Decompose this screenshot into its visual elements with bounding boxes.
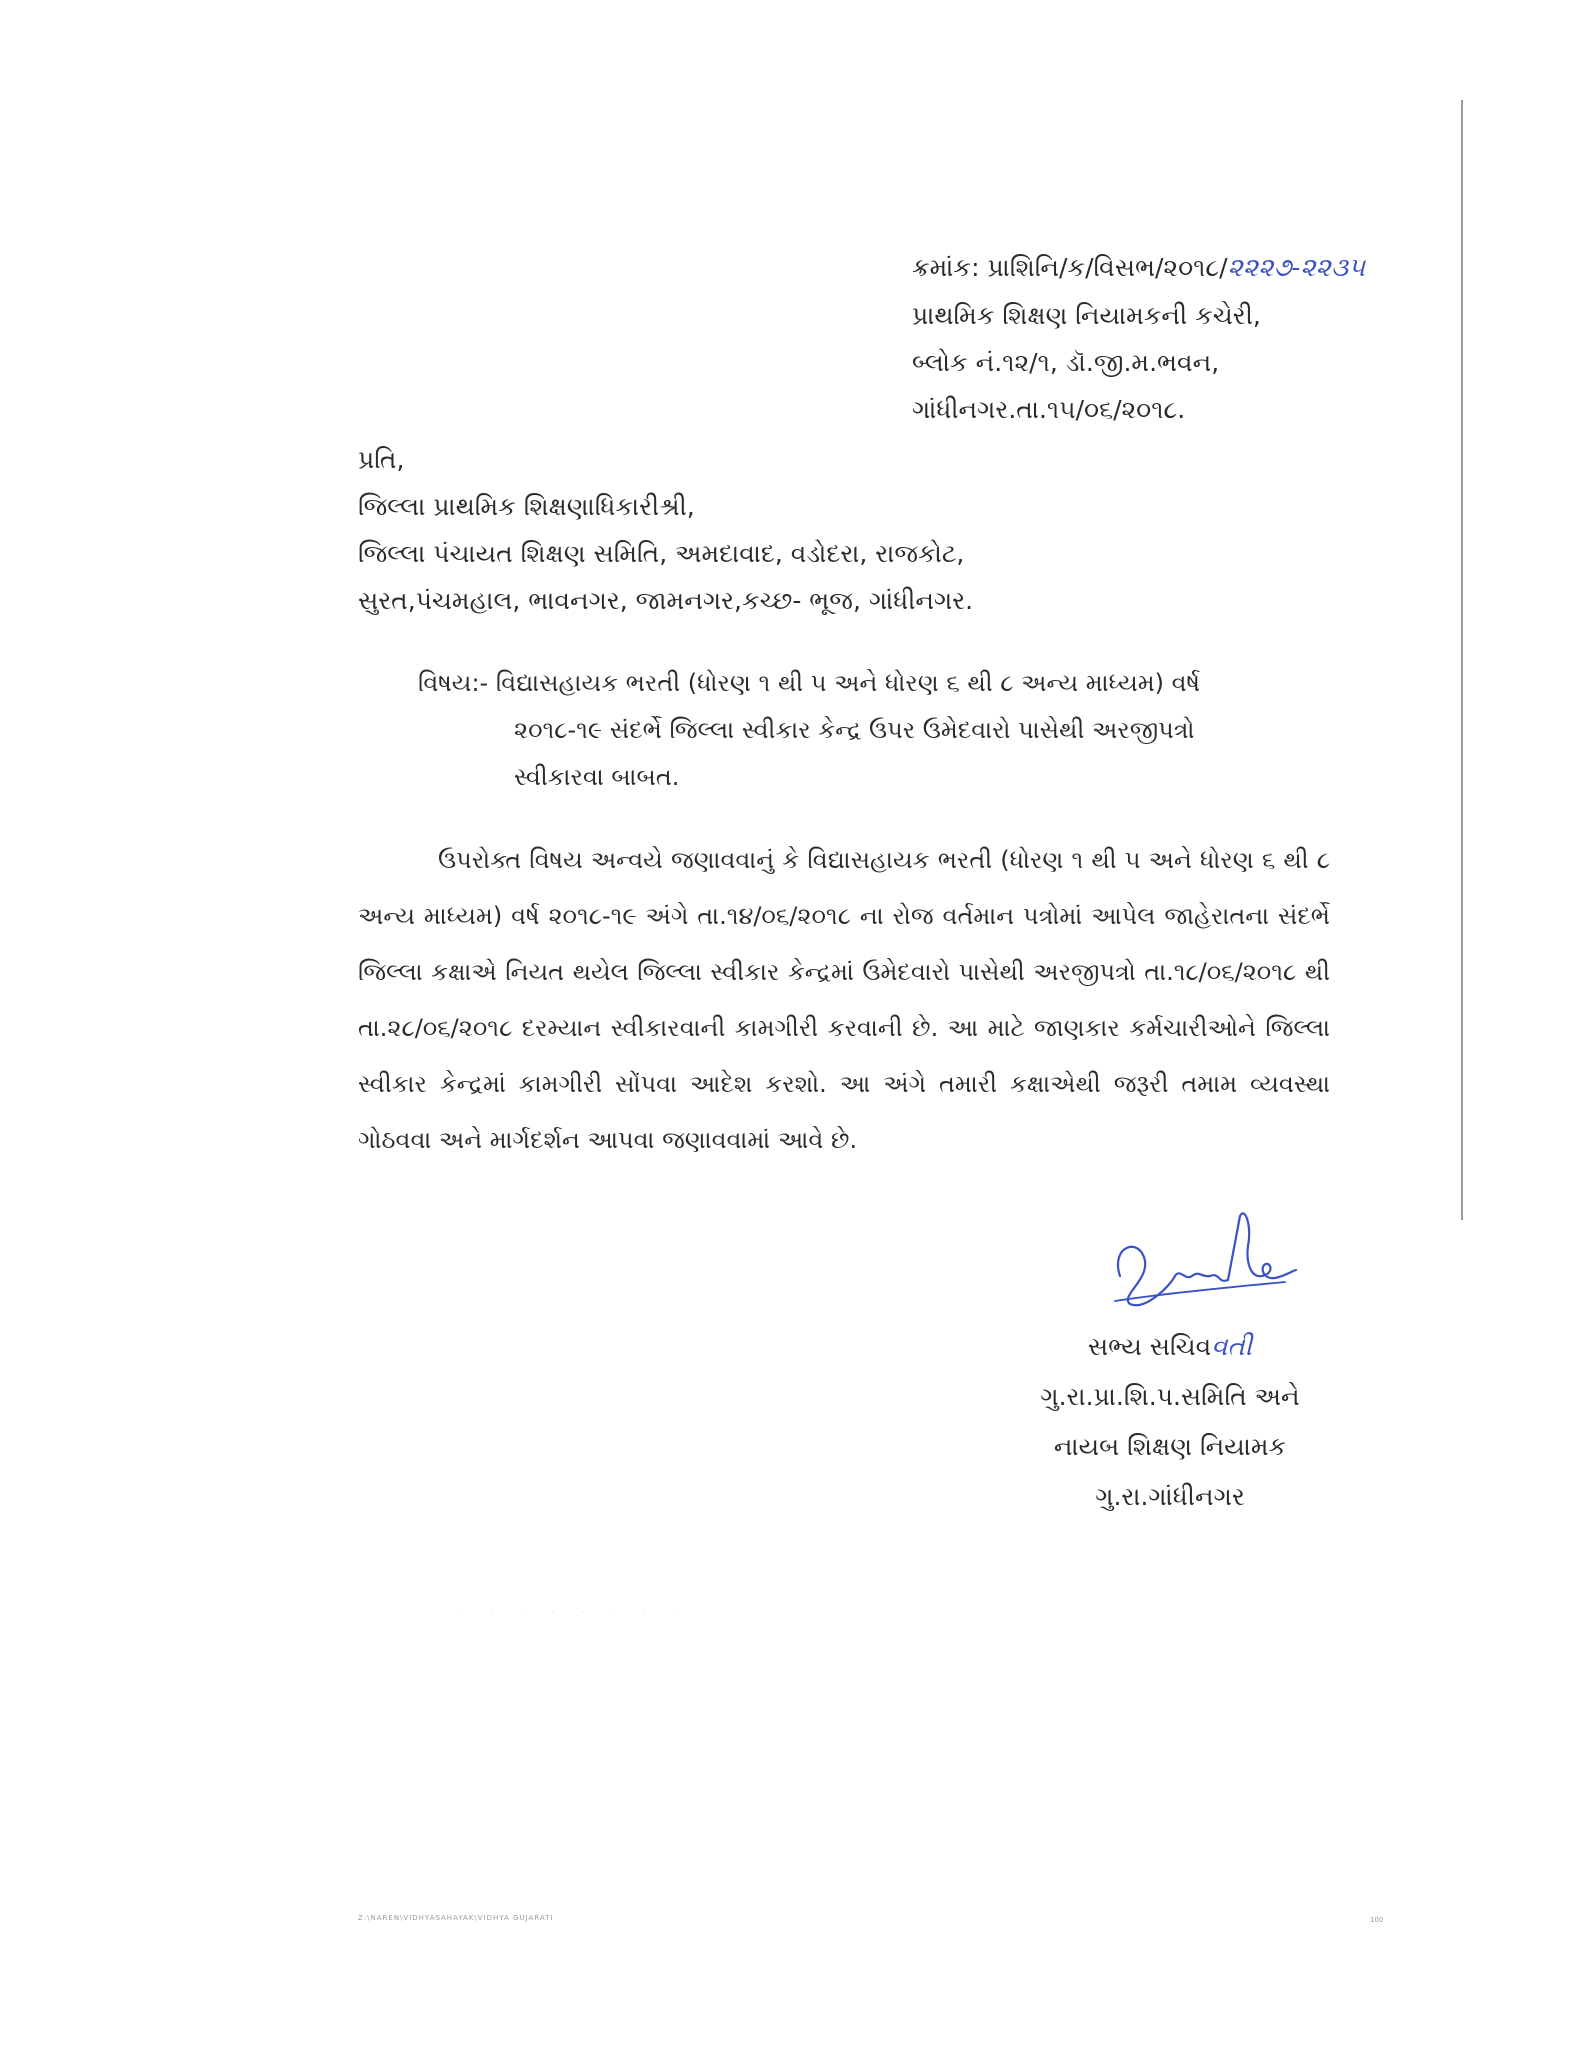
signatory-title-text: સભ્ય સચિવ bbox=[1087, 1332, 1212, 1361]
scan-artifact: · · · · · · · · bbox=[460, 1608, 688, 1619]
place-date: ગાંધીનગર.તા.૧૫/૦૬/૨૦૧૮. bbox=[912, 395, 1186, 424]
page-edge-rule bbox=[1461, 100, 1463, 1220]
subject-block bbox=[418, 660, 1330, 801]
footer-page-number: 100 bbox=[1370, 1916, 1384, 1924]
recipient-line-1: જિલ્લા પ્રાથમિક શિક્ષણાધિકારીશ્રી, bbox=[358, 492, 695, 521]
subject-line-2: ૨૦૧૮-૧૯ સંદર્ભે જિલ્લા સ્વીકાર કેન્દ્ર ઉપર ઉમેદવારો પાસેથી અરજીપત્રો bbox=[514, 716, 1195, 744]
footer-file-path: Z:\NAREN\VIDHYASAHAYAK\VIDHYA GUJARATI bbox=[358, 1914, 554, 1922]
letter-header bbox=[912, 244, 1432, 433]
signatory-title bbox=[990, 1322, 1350, 1372]
signatory-line-3: નાયબ શિક્ષણ નિયામક bbox=[1053, 1432, 1287, 1461]
recipient-to: પ્રતિ, bbox=[358, 445, 405, 474]
recipient-block bbox=[358, 436, 1358, 624]
signatory-block bbox=[990, 1322, 1350, 1522]
signatory-line-2: ગુ.રા.પ્રા.શિ.પ.સમિતિ અને bbox=[1040, 1382, 1300, 1411]
signatory-handwritten-suffix: વતી bbox=[1211, 1332, 1253, 1362]
recipient-line-3: સુરત,પંચમહાલ, ભાવનગર, જામનગર,કચ્છ- ભૂજ, ગાંધીનગર. bbox=[358, 586, 974, 615]
reference-number bbox=[912, 244, 1432, 292]
office-address: બ્લોક નં.૧૨/૧, ડૉ.જી.મ.ભવન, bbox=[912, 348, 1220, 377]
recipient-line-2: જિલ્લા પંચાયત શિક્ષણ સમિતિ, અમદાવાદ, વડોદરા, રાજકોટ, bbox=[358, 539, 965, 568]
subject-line-1: વિષય:- વિદ્યાસહાયક ભરતી (ધોરણ ૧ થી ૫ અને ધોરણ ૬ થી ૮ અન્ય માધ્યમ) વર્ષ bbox=[418, 669, 1201, 697]
handwritten-reference: ૨૨૨૭-૨૨૩૫ bbox=[1227, 253, 1366, 283]
signature-mark bbox=[1100, 1206, 1300, 1316]
office-name: પ્રાથમિક શિક્ષણ નિયામકની કચેરી, bbox=[912, 301, 1261, 330]
reference-prefix: ક્રમાંક: પ્રાશિનિ/ક/વિસભ/૨૦૧૮/ bbox=[912, 253, 1228, 282]
subject-line-3: સ્વીકારવા બાબત. bbox=[514, 763, 680, 791]
signatory-line-4: ગુ.રા.ગાંધીનગર bbox=[1095, 1482, 1245, 1511]
body-paragraph: ઉપરોક્ત વિષય અન્વયે જણાવવાનું કે વિદ્યાસહાયક ભરતી (ધોરણ ૧ થી ૫ અને ધોરણ ૬ થી ૮ અન્ય માધ્યમ) વર્ષ ૨૦૧૮-૧૯ અંગે તા.૧૪/૦૬/૨૦૧૮ ના રોજ વર્તમાન પત્રોમાં આપેલ જાહેરાતના સંદર્ભે જિલ્લા કક્ષાએ નિયત થયેલ જિલ્લા સ્વીકાર કેન્દ્રમાં ઉમેદવારો પાસેથી અરજીપત્રો તા.૧૮/૦૬/૨૦૧૮ થી તા.૨૮/૦૬/૨૦૧૮ દરમ્યાન સ્વીકારવાની કામગીરી કરવાની છે. આ માટે જાણકાર કર્મચારીઓને જિલ્લા સ્વીકાર કેન્દ્રમાં કામગીરી સોંપવા આદેશ કરશો. આ અંગે તમારી કક્ષાએથી જરૂરી તમામ વ્યવસ્થા ગોઠવવા અને માર્ગદર્શન આપવા જણાવવામાં આવે છે. bbox=[358, 846, 1330, 1154]
